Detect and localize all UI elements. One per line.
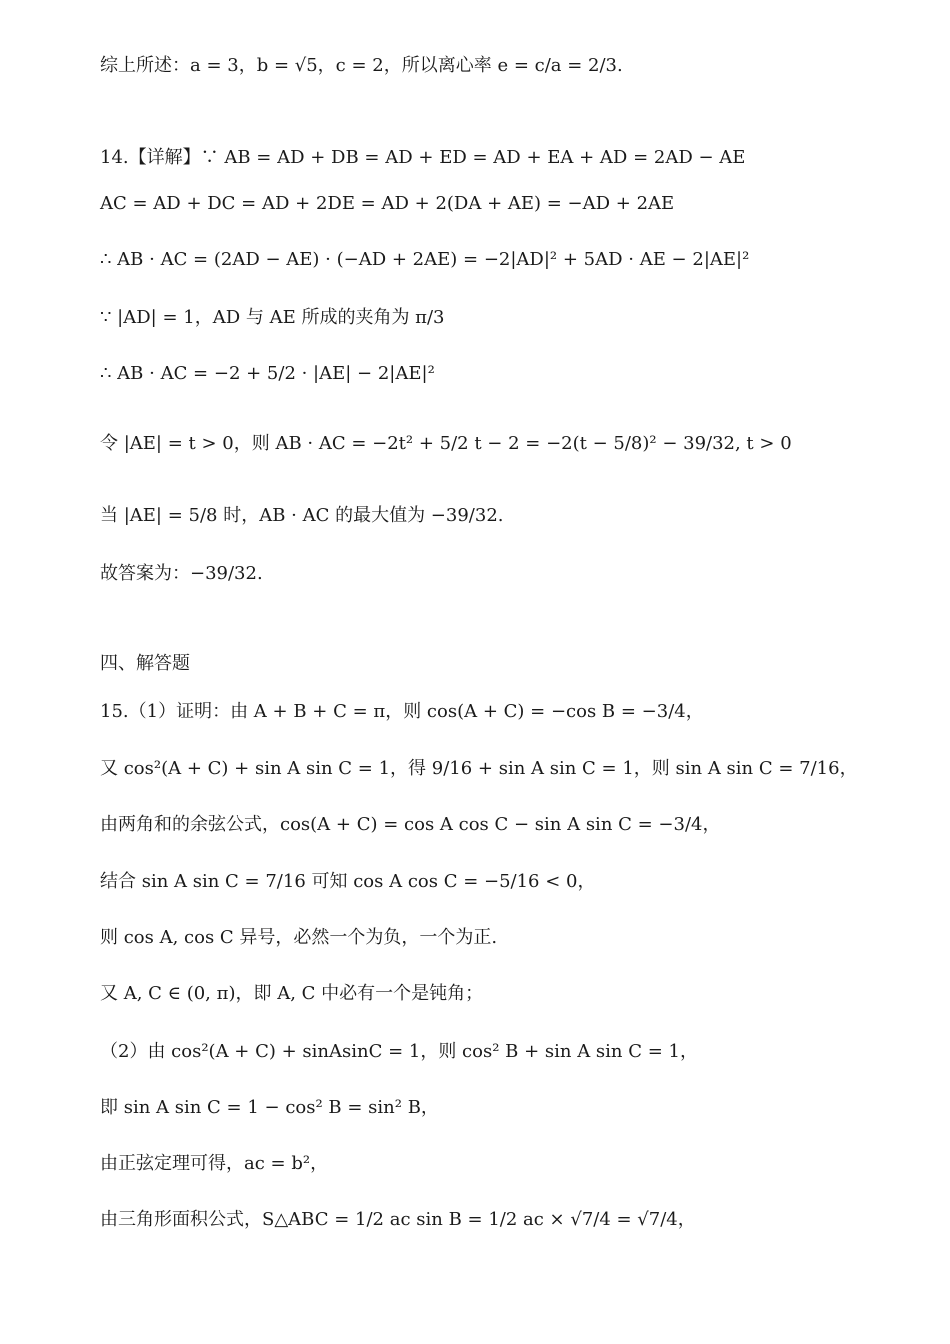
problem-14-line-3: ∴ AB · AC = (2AD − AE) · (−AD + 2AE) = −2|AD|² + 5AD · AE − 2|AE|²: [100, 249, 750, 270]
problem-15-line-3: 由两角和的余弦公式，cos(A + C) = cos A cos C − sin A sin C = −3/4，: [100, 814, 721, 835]
problem-15-part2-line-1: （2）由 cos²(A + C) + sinAsinC = 1，则 cos² B + sin A sin C = 1，: [100, 1041, 698, 1062]
problem-15-part2-line-2: 即 sin A sin C = 1 − cos² B = sin² B，: [100, 1097, 439, 1118]
problem-15-line-5: 则 cos A, cos C 异号，必然一个为负，一个为正.: [100, 927, 498, 948]
problem-14-line-7: 当 |AE| = 5/8 时，AB · AC 的最大值为 −39/32.: [100, 505, 504, 526]
problem-14-line-6: 令 |AE| = t > 0，则 AB · AC = −2t² + 5/2 t − 2 = −2(t − 5/8)² − 39/32, t > 0: [100, 433, 792, 454]
problem-15-line-1: 15.（1）证明：由 A + B + C = π，则 cos(A + C) = −cos B = −3/4，: [100, 701, 704, 722]
problem-14-answer: 故答案为：−39/32.: [100, 563, 263, 584]
problem-15-line-2: 又 cos²(A + C) + sin A sin C = 1，得 9/16 + sin A sin C = 1，则 sin A sin C = 7/16，: [100, 758, 858, 779]
problem-14-line-5: ∴ AB · AC = −2 + 5/2 · |AE| − 2|AE|²: [100, 363, 435, 384]
problem-15-part2-line-3: 由正弦定理可得，ac = b²，: [100, 1153, 329, 1174]
problem-14-line-4: ∵ |AD| = 1，AD 与 AE 所成的夹角为 π/3: [100, 307, 445, 328]
problem-15-line-4: 结合 sin A sin C = 7/16 可知 cos A cos C = −5/16 < 0，: [100, 871, 596, 892]
problem-14-line-2: AC = AD + DC = AD + 2DE = AD + 2(DA + AE) = −AD + 2AE: [100, 193, 675, 214]
section-heading: 四、解答题: [100, 653, 190, 674]
problem-14-line-1: 14.【详解】∵ AB = AD + DB = AD + ED = AD + EA + AD = 2AD − AE: [100, 147, 746, 168]
problem-15-part2-line-4: 由三角形面积公式，S△ABC = 1/2 ac sin B = 1/2 ac × √7/4 = √7/4，: [100, 1209, 696, 1230]
conclusion-eccentricity: 综上所述：a = 3，b = √5，c = 2，所以离心率 e = c/a = 2/3.: [100, 55, 623, 76]
problem-15-line-6: 又 A, C ∈ (0, π)，即 A, C 中必有一个是钝角；: [100, 983, 484, 1004]
